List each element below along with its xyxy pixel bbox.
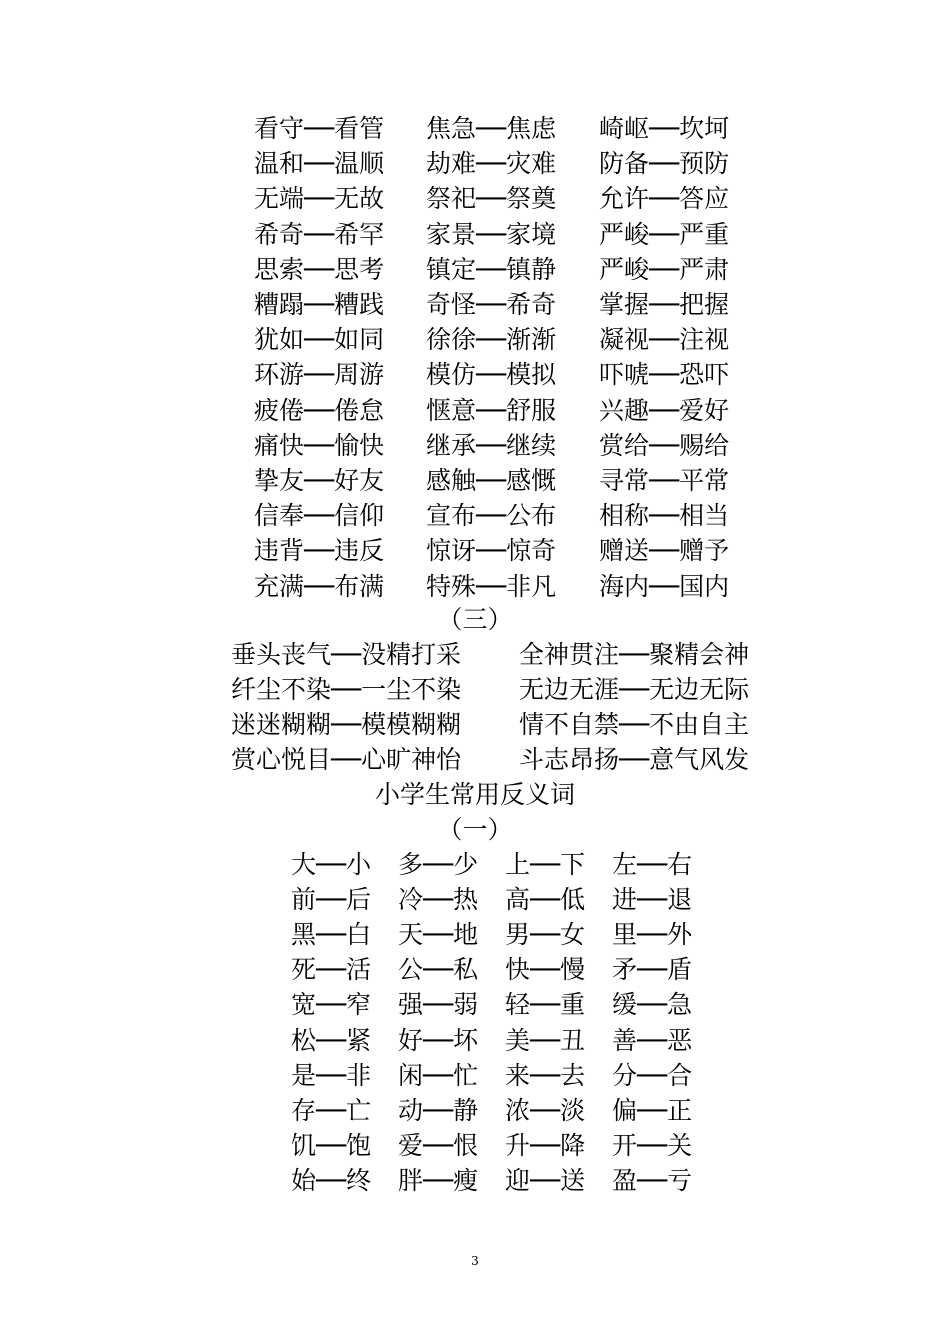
antonym-pair: 存──亡 bbox=[291, 1095, 372, 1125]
synonym-pair: 镇定──镇静 bbox=[426, 254, 557, 284]
synonym-pair: 防备──预防 bbox=[599, 149, 730, 179]
antonym-pair: 前──后 bbox=[291, 885, 372, 915]
synonym-pair: 感触──感慨 bbox=[426, 466, 557, 495]
antonym-pair: 快──慢 bbox=[505, 955, 586, 985]
synonym-pair: 徐徐──渐渐 bbox=[426, 325, 557, 355]
antonym-pair: 黑──白 bbox=[291, 920, 372, 950]
synonym-pair: 海内──国内 bbox=[599, 571, 730, 601]
synonym-pair: 劫难──灾难 bbox=[426, 149, 557, 179]
synonym-pair: 家景──家境 bbox=[426, 219, 557, 249]
idiom-pair: 无边无涯──无边无际 bbox=[519, 675, 750, 704]
idiom-pair: 情不自禁──不由自主 bbox=[519, 710, 750, 739]
synonym-pair: 疲倦──倦怠 bbox=[254, 395, 385, 425]
synonym-pair: 崎岖──坎坷 bbox=[599, 114, 730, 143]
antonym-pair: 好──坏 bbox=[398, 1025, 479, 1055]
antonym-pair: 男──女 bbox=[505, 920, 586, 950]
antonym-pair: 冷──热 bbox=[398, 885, 479, 915]
synonym-pair: 糟蹋──糟践 bbox=[254, 290, 385, 319]
antonyms-section-heading-1: （一） bbox=[437, 815, 513, 844]
antonym-pair: 强──弱 bbox=[398, 990, 479, 1020]
idiom-pair: 纤尘不染──一尘不染 bbox=[231, 675, 462, 704]
synonym-pair: 惬意──舒服 bbox=[426, 395, 557, 425]
synonym-pair: 信奉──信仰 bbox=[254, 501, 385, 531]
antonym-pair: 来──去 bbox=[505, 1060, 586, 1090]
antonym-pair: 美──丑 bbox=[505, 1025, 586, 1055]
antonym-pair: 迎──送 bbox=[505, 1165, 586, 1195]
synonym-pair: 相称──相当 bbox=[599, 501, 730, 531]
synonym-pair: 犹如──如同 bbox=[254, 325, 385, 355]
antonym-pair: 闲──忙 bbox=[398, 1060, 479, 1090]
antonym-pair: 动──静 bbox=[398, 1095, 479, 1125]
antonym-pair: 饥──饱 bbox=[291, 1130, 372, 1160]
antonym-pair: 多──少 bbox=[398, 850, 479, 879]
antonym-pair: 升──降 bbox=[505, 1130, 586, 1160]
section-heading-3: （三） bbox=[437, 605, 513, 634]
antonyms-title: 小学生常用反义词 bbox=[374, 780, 575, 809]
antonym-pair: 分──合 bbox=[612, 1060, 693, 1090]
antonym-pair: 松──紧 bbox=[291, 1025, 372, 1055]
synonym-pair: 兴趣──爱好 bbox=[599, 395, 730, 425]
synonym-pair: 环游──周游 bbox=[254, 360, 385, 390]
idiom-pair: 赏心悦目──心旷神怡 bbox=[231, 745, 462, 774]
synonym-pair: 温和──温顺 bbox=[254, 149, 385, 179]
synonym-pair: 允许──答应 bbox=[599, 184, 730, 214]
antonym-pair: 高──低 bbox=[505, 885, 586, 915]
antonym-pair: 上──下 bbox=[505, 850, 586, 879]
antonym-pair: 进──退 bbox=[612, 885, 693, 915]
synonym-pair: 赏给──赐给 bbox=[599, 430, 730, 460]
antonym-pair: 死──活 bbox=[291, 955, 372, 985]
idiom-pair: 斗志昂扬──意气风发 bbox=[519, 745, 750, 774]
antonym-pair: 爱──恨 bbox=[398, 1130, 479, 1160]
antonym-pair: 缓──急 bbox=[612, 990, 693, 1020]
synonym-pair: 希奇──希罕 bbox=[254, 219, 385, 249]
idiom-pair: 全神贯注──聚精会神 bbox=[519, 640, 750, 669]
antonym-pair: 公──私 bbox=[398, 955, 479, 985]
synonym-pair: 违背──违反 bbox=[254, 536, 385, 566]
synonym-pair: 挚友──好友 bbox=[254, 466, 385, 495]
synonym-pair: 掌握──把握 bbox=[599, 290, 730, 319]
synonym-pair: 思索──思考 bbox=[254, 254, 385, 284]
page-number: 3 bbox=[471, 1254, 479, 1268]
antonym-pair: 胖──瘦 bbox=[398, 1165, 479, 1195]
antonym-pair: 矛──盾 bbox=[612, 955, 693, 985]
antonym-pair: 大──小 bbox=[291, 850, 372, 879]
synonym-pair: 无端──无故 bbox=[254, 184, 385, 214]
synonym-pair: 奇怪──希奇 bbox=[426, 290, 557, 319]
antonym-pair: 里──外 bbox=[612, 920, 693, 950]
antonym-pair: 天──地 bbox=[398, 920, 479, 950]
antonym-pair: 偏──正 bbox=[612, 1095, 693, 1125]
synonym-pair: 严峻──严重 bbox=[599, 219, 730, 249]
synonym-pair: 寻常──平常 bbox=[599, 466, 730, 495]
antonym-pair: 善──恶 bbox=[612, 1025, 693, 1055]
synonym-pair: 吓唬──恐吓 bbox=[599, 360, 730, 390]
idiom-pair: 垂头丧气──没精打采 bbox=[231, 640, 462, 669]
antonym-pair: 开──关 bbox=[612, 1130, 693, 1160]
synonym-pair: 充满──布满 bbox=[254, 571, 385, 601]
antonym-pair: 浓──淡 bbox=[505, 1095, 586, 1125]
synonym-pair: 惊讶──惊奇 bbox=[426, 536, 557, 566]
synonym-pair: 凝视──注视 bbox=[599, 325, 730, 355]
synonym-pair: 宣布──公布 bbox=[426, 501, 557, 531]
synonym-pair: 严峻──严肃 bbox=[599, 254, 730, 284]
synonym-pair: 模仿──模拟 bbox=[426, 360, 557, 390]
synonym-pair: 祭祀──祭奠 bbox=[426, 184, 557, 214]
synonym-pair: 焦急──焦虑 bbox=[426, 114, 557, 143]
antonym-pair: 宽──窄 bbox=[291, 990, 372, 1020]
synonym-pair: 继承──继续 bbox=[426, 430, 557, 460]
antonym-pair: 左──右 bbox=[612, 850, 693, 879]
antonym-pair: 盈──亏 bbox=[612, 1165, 693, 1195]
antonym-pair: 轻──重 bbox=[505, 990, 586, 1020]
antonym-pair: 是──非 bbox=[291, 1060, 372, 1090]
synonym-pair: 看守──看管 bbox=[254, 114, 385, 143]
synonym-pair: 特殊──非凡 bbox=[426, 571, 557, 601]
antonym-pair: 始──终 bbox=[291, 1165, 372, 1195]
idiom-pair: 迷迷糊糊──模模糊糊 bbox=[231, 710, 462, 739]
synonym-pair: 赠送──赠予 bbox=[599, 536, 730, 566]
synonym-pair: 痛快──愉快 bbox=[254, 430, 385, 460]
